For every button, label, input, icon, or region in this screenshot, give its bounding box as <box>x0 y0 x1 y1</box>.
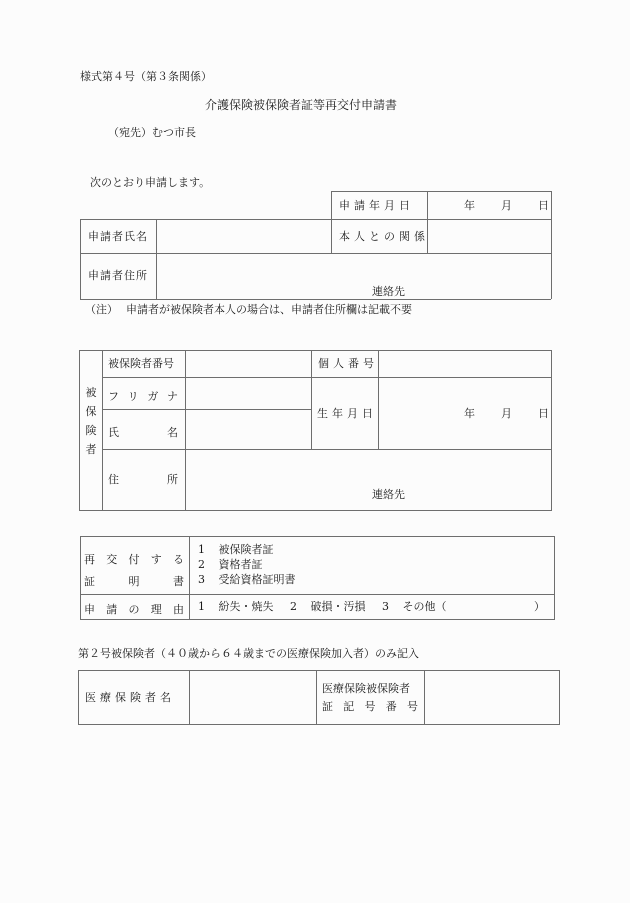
medical-cert-label-line2: 証 記 号 番 号 <box>322 700 418 713</box>
insured-number-field[interactable] <box>187 352 309 376</box>
reason-option-3[interactable]: 3 その他（ <box>382 600 447 613</box>
applicant-contact-label: 連絡先 <box>372 285 405 298</box>
furigana-field[interactable] <box>187 379 309 408</box>
date-day-label: 日 <box>538 199 549 212</box>
form-number: 様式第４号（第３条関係） <box>80 70 212 83</box>
reason-option-2[interactable]: 2 破損・汚損 <box>290 600 366 613</box>
cert-option-3[interactable]: 3 受給資格証明書 <box>198 573 296 586</box>
category2-heading: 第２号被保険者（４０歳から６４歳までの医療保険加入者）のみ記入 <box>78 647 419 660</box>
cert-option-2[interactable]: 2 資格者証 <box>198 558 263 571</box>
birth-month-label: 月 <box>501 407 512 420</box>
applicant-address-label: 申請者住所 <box>88 269 148 282</box>
page-title: 介護保険被保険者証等再交付申請書 <box>205 98 398 112</box>
applicant-address-field[interactable] <box>158 255 549 297</box>
relation-field[interactable] <box>429 221 549 251</box>
insured-side-label: 被 保 険 者 <box>85 386 97 456</box>
reason-close-paren: ） <box>534 600 545 613</box>
reason-other-field[interactable] <box>458 597 532 617</box>
note-prefix: （注） <box>85 303 118 316</box>
personal-number-field[interactable] <box>380 352 550 376</box>
birth-date-label: 生年月日 <box>317 407 377 420</box>
applicant-name-field[interactable] <box>158 221 329 251</box>
insured-number-label: 被保険者番号 <box>108 357 174 370</box>
applicant-name-label: 申請者氏名 <box>88 230 148 243</box>
insured-address-field[interactable] <box>187 451 550 509</box>
personal-number-label: 個人番号 <box>318 357 378 370</box>
date-month-label: 月 <box>501 199 512 212</box>
medical-cert-number-field[interactable] <box>426 672 558 723</box>
birth-year-label: 年 <box>464 407 475 420</box>
date-year-label: 年 <box>464 199 475 212</box>
reason-label: 申 請 の 理 由 <box>84 603 184 616</box>
insured-name-label: 氏 名 <box>108 426 178 439</box>
reissue-cert-label-line2: 証 明 書 <box>84 575 184 588</box>
furigana-label: フ リ ガ ナ <box>108 390 178 403</box>
insured-address-label: 住 所 <box>108 473 178 486</box>
reissue-cert-label-line1: 再 交 付 す る <box>84 553 184 566</box>
addressee: （宛先）むつ市長 <box>108 126 196 139</box>
intro-text: 次のとおり申請します。 <box>90 176 211 189</box>
note-text: 申請者が被保険者本人の場合は、申請者住所欄は記載不要 <box>126 303 412 316</box>
insurer-name-field[interactable] <box>191 672 314 723</box>
insured-contact-label: 連絡先 <box>372 488 405 501</box>
medical-cert-label-line1: 医療保険被保険者 <box>322 682 410 695</box>
birth-day-label: 日 <box>538 407 549 420</box>
cert-option-1[interactable]: 1 被保険者証 <box>198 543 274 556</box>
application-date-label: 申請年月日 <box>339 199 414 212</box>
reason-option-1[interactable]: 1 紛失・焼失 <box>198 600 274 613</box>
insured-name-field[interactable] <box>187 411 309 448</box>
insurer-name-label: 医療保険者名 <box>85 691 175 704</box>
relation-label: 本人との関係 <box>339 230 429 243</box>
